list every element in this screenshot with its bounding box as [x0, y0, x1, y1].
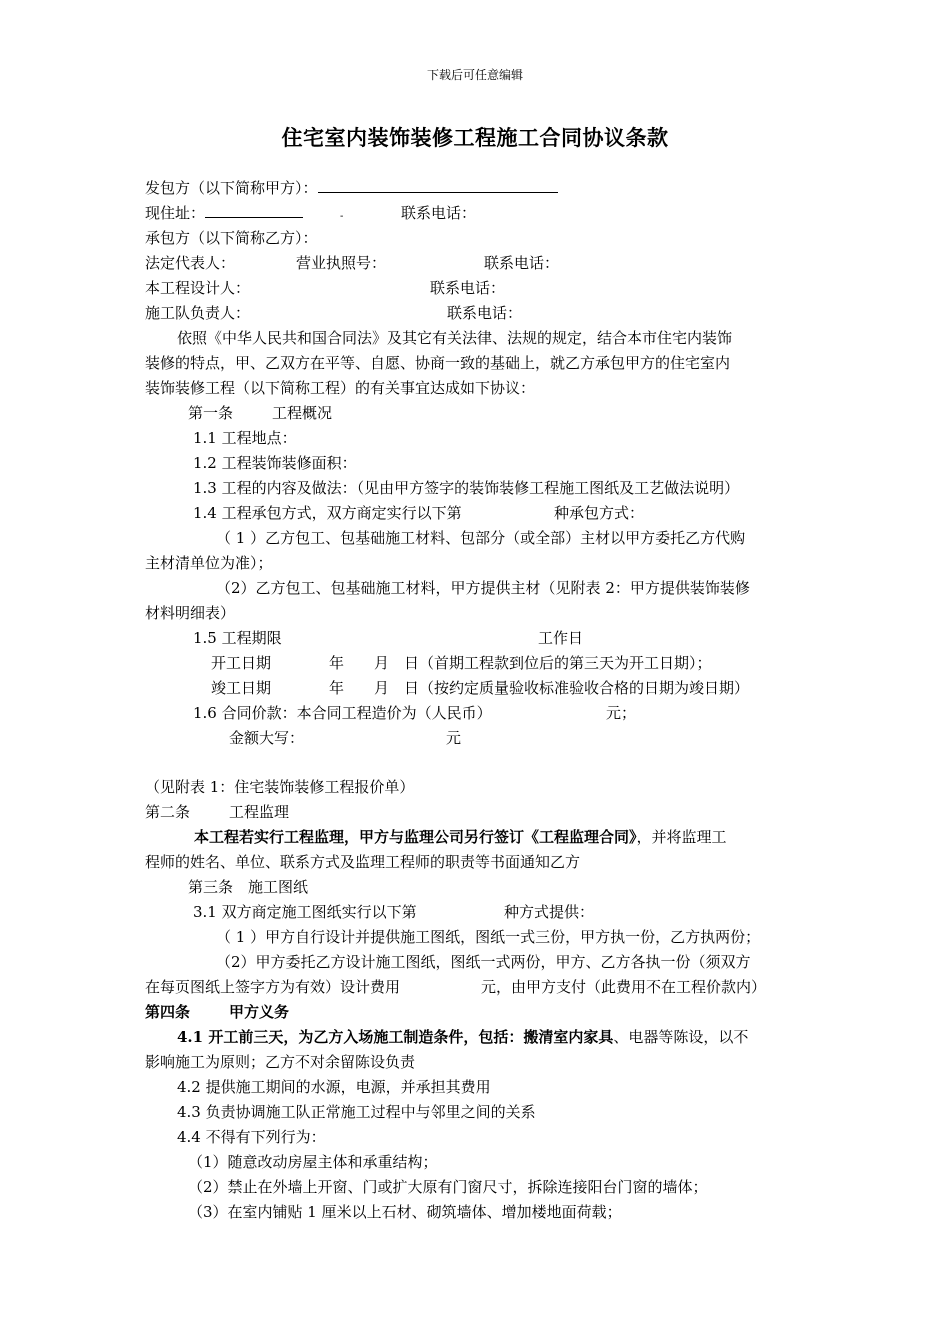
article4-bullet-2: （2）禁止在外墙上开窗、门或扩大原有门窗尺寸，拆除连接阳台门窗的墙体； — [188, 1178, 708, 1196]
article4-number: 第四条 — [145, 1003, 191, 1021]
team-leader-label: 施工队负责人： — [145, 304, 251, 322]
intro-line-3: 装饰装修工程（以下简称工程）的有关事宜达成如下协议： — [145, 379, 536, 397]
article4-item-3: 4.3 负责协调施工队正常施工过程中与邻里之间的关系 — [177, 1103, 536, 1121]
intro-line-1: 依照《中华人民共和国合同法》及其它有关法律、法规的规定，结合本市住宅内装饰 — [177, 329, 733, 347]
address-line — [145, 203, 303, 223]
article2-para-2: 程师的姓名、单位、联系方式及监理工程师的职责等书面通知乙方 — [145, 853, 581, 871]
article1-option-1a: （ 1 ）乙方包工、包基础施工材料、包部分（或全部）主材以甲方委托乙方代购 — [216, 529, 746, 547]
article1-item-4b: 种承包方式： — [554, 504, 645, 522]
page-title: 住宅室内装饰装修工程施工合同协议条款 — [281, 125, 669, 150]
article2-heading: 工程监理 — [229, 803, 290, 821]
article3-item-1a: 3.1 双方商定施工图纸实行以下第 — [193, 903, 417, 921]
article1-item-6b: 元； — [606, 704, 637, 722]
article1-option-2a: （2）乙方包工、包基础施工材料，甲方提供主材（见附表 2：甲方提供装饰装修 — [216, 579, 750, 597]
article4-item-1b: 影响施工为原则；乙方不对余留陈设负责 — [145, 1053, 416, 1071]
capital-amount-label: 金额大写： — [229, 729, 305, 747]
article1-item-1: 1.1 工程地点： — [193, 429, 297, 447]
article3-option-2c: 元，由甲方支付（此费用不在工程价款内） — [481, 978, 767, 996]
party-b-label: 承包方（以下简称乙方）： — [145, 229, 318, 247]
article2-number: 第二条 — [145, 803, 191, 821]
address-mark: - — [340, 211, 344, 222]
article2-para-1 — [194, 827, 727, 847]
article4-item-2: 4.2 提供施工期间的水源，电源，并承担其费用 — [177, 1078, 491, 1096]
article1-heading: 工程概况 — [272, 404, 333, 422]
article4-item-1-rest: 、电器等陈设，以不 — [613, 1028, 749, 1046]
article3-option-2b: 在每页图纸上签字方为有效）设计费用 — [145, 978, 401, 996]
article1-item-3: 1.3 工程的内容及做法：（见由甲方签字的装饰装修工程施工图纸及工艺做法说明） — [193, 479, 740, 497]
article4-heading: 甲方义务 — [229, 1003, 290, 1021]
article4-item-4: 4.4 不得有下列行为： — [177, 1128, 326, 1146]
capital-amount-unit: 元 — [446, 729, 462, 747]
article3-item-1b: 种方式提供： — [504, 903, 595, 921]
phone-label-2: 联系电话： — [484, 254, 560, 272]
license-label: 营业执照号： — [296, 254, 387, 272]
article1-number: 第一条 — [188, 404, 234, 422]
article2-para-1-rest: ，并将监理工 — [636, 828, 727, 846]
party-a-blank — [318, 178, 558, 193]
phone-label-3: 联系电话： — [430, 279, 506, 297]
article1-item-6a: 1.6 合同价款：本合同工程造价为（人民币） — [193, 704, 492, 722]
article1-item-5a: 1.5 工程期限 — [193, 629, 282, 647]
article4-item-1-bold: 4.1 开工前三天，为乙方入场施工制造条件，包括：搬清室内家具 — [177, 1028, 614, 1046]
article1-option-1b: 主材清单位为准）； — [145, 554, 273, 572]
article4-item-1 — [177, 1027, 748, 1047]
intro-line-2: 装修的特点，甲、乙双方在平等、自愿、协商一致的基础上，就乙方承包甲方的住宅室内 — [145, 354, 731, 372]
article1-item-2: 1.2 工程装饰装修面积： — [193, 454, 357, 472]
article1-item-5b: 工作日 — [538, 629, 584, 647]
end-date-label: 竣工日期 — [211, 679, 272, 697]
article1-item-4a: 1.4 工程承包方式，双方商定实行以下第 — [193, 504, 462, 522]
article3-option-2a: （2）甲方委托乙方设计施工图纸，图纸一式两份，甲方、乙方各执一份（须双方 — [216, 953, 751, 971]
party-a-line — [145, 178, 558, 198]
end-date-note: 年 月 日（按约定质量验收标准验收合格的日期为竣日期） — [329, 679, 750, 697]
article3-option-1: （ 1 ）甲方自行设计并提供施工图纸，图纸一式三份，甲方执一份，乙方执两份； — [216, 928, 761, 946]
phone-label-1: 联系电话： — [401, 204, 477, 222]
article1-option-2b: 材料明细表） — [145, 604, 236, 622]
phone-label-4: 联系电话： — [447, 304, 523, 322]
article3-heading: 第三条 施工图纸 — [188, 878, 309, 896]
article4-bullet-1: （1）随意改动房屋主体和承重结构； — [188, 1153, 438, 1171]
address-label: 现住址： — [145, 204, 206, 222]
party-a-label: 发包方（以下简称甲方）： — [145, 179, 318, 197]
page-header: 下载后可任意编辑 — [426, 68, 523, 82]
start-date-note: 年 月 日（首期工程款到位后的第三天为开工日期）； — [329, 654, 712, 672]
article4-bullet-3: （3）在室内铺贴 1 厘米以上石材、砌筑墙体、增加楼地面荷载； — [188, 1203, 622, 1221]
legal-rep-label: 法定代表人： — [145, 254, 236, 272]
appendix-note: （见附表 1：住宅装饰装修工程报价单） — [145, 778, 415, 796]
designer-label: 本工程设计人： — [145, 279, 251, 297]
start-date-label: 开工日期 — [211, 654, 272, 672]
article2-para-1-bold: 本工程若实行工程监理，甲方与监理公司另行签订《工程监理合同》 — [194, 828, 637, 846]
address-blank — [205, 203, 303, 218]
